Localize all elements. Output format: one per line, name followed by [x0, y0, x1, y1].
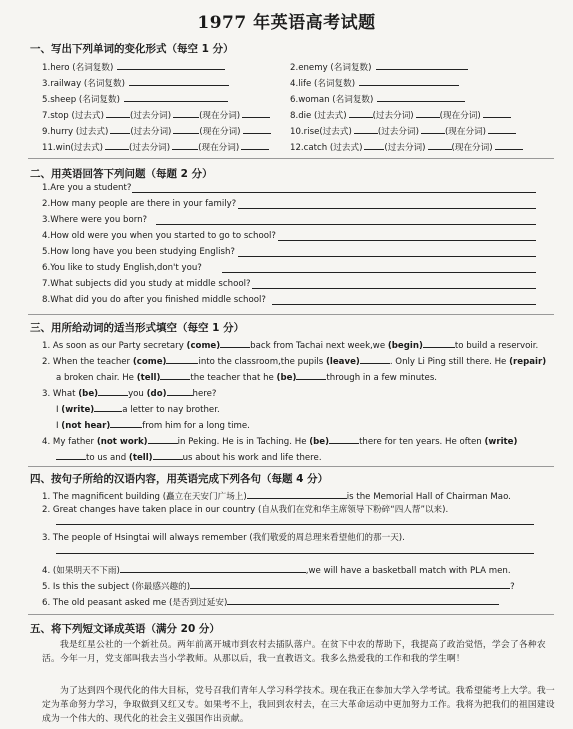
pp-label: (过去分词): [129, 143, 171, 153]
answer-blank[interactable]: [488, 124, 516, 134]
s3-text: through in a few minutes.: [326, 373, 438, 383]
answer-blank[interactable]: [167, 386, 193, 396]
translation-paragraph-1: 我是红星公社的一个新社员。两年前离开城市到农村去插队落户。在贫下中农的帮助下，我提高了政治觉悟，学会了各种农活。今年一月，党支部叫我去当小学教师。从那以后，我一直教语文。我多么热爱我的工作和我的学生啊！: [42, 640, 546, 664]
answer-blank[interactable]: [172, 140, 198, 150]
s2-question-6: 6.You like to study English,don't you?: [42, 263, 202, 273]
s4-question-2: 2. Great changes have taken place in our country (自从我们在党和华主席领导下粉碎“四人帮”以来).: [42, 505, 449, 515]
verb-hint: (write): [61, 405, 95, 415]
verb-hint: (tell): [136, 373, 161, 383]
s4-question-1: [42, 489, 511, 503]
s1-item-2-label: 2.enemy (名词复数): [290, 63, 372, 73]
answer-blank[interactable]: [227, 595, 499, 605]
s3-question-3: [42, 386, 216, 400]
answer-line[interactable]: [132, 192, 536, 193]
pres-label: (现在分词): [439, 111, 481, 121]
section-5-heading: 五、将下列短文译成英语（满分 20 分）: [30, 623, 220, 635]
s3-question-3-cont: [56, 402, 220, 416]
answer-line[interactable]: [272, 304, 536, 305]
s4-question-6: [42, 595, 499, 609]
s1-item-6: [290, 92, 465, 106]
s3-text: the teacher that he: [190, 373, 274, 383]
s1-item-10-label: 10.rise(过去式): [290, 127, 352, 137]
verb-hint: (not hear): [61, 421, 111, 431]
s1-item-12: [290, 140, 523, 154]
answer-blank[interactable]: [117, 60, 225, 70]
s1-item-1: [42, 60, 225, 74]
s1-item-1-label: 1.hero (名词复数): [42, 63, 114, 73]
section-divider: [28, 614, 554, 615]
s3-question-2-cont: [56, 370, 437, 384]
s2-question-5: 5.How long have you been studying English?: [42, 247, 235, 257]
section-divider: [28, 314, 554, 315]
s1-item-11: [42, 140, 269, 154]
answer-blank[interactable]: [423, 338, 455, 348]
s2-question-8: 8.What did you do after you finished middle school?: [42, 295, 266, 305]
s3-text: there for ten years. He often: [359, 437, 482, 447]
answer-blank[interactable]: [110, 418, 142, 428]
pres-label: (现在分词): [199, 127, 241, 137]
pres-label: (现在分词): [198, 143, 240, 153]
s3-question-1: [42, 338, 538, 352]
section-divider: [28, 158, 554, 159]
answer-blank[interactable]: [421, 124, 445, 134]
pres-label: (现在分词): [199, 111, 241, 121]
answer-blank[interactable]: [56, 450, 86, 460]
answer-blank[interactable]: [354, 124, 378, 134]
s2-question-3: 3.Where were you born?: [42, 215, 148, 225]
s3-question-4-cont: [56, 450, 322, 464]
answer-blank[interactable]: [349, 108, 373, 118]
answer-blank[interactable]: [241, 140, 269, 150]
s3-text: in Peking. He is in Taching. He: [177, 437, 307, 447]
s3-text: a broken chair. He: [56, 373, 134, 383]
s3-text: I: [56, 405, 59, 415]
s3-text: 1. As soon as our Party secretary: [42, 341, 184, 351]
s1-item-11-label: 11.win(过去式): [42, 143, 104, 153]
answer-blank[interactable]: [428, 140, 452, 150]
s3-text: us about his work and life there.: [182, 453, 322, 463]
s3-text: 3. What: [42, 389, 76, 399]
s4-text: ,we will have a basketball match with PLA men.: [305, 566, 511, 576]
s4-text: ?: [510, 582, 515, 592]
answer-blank[interactable]: [94, 402, 122, 412]
s4-text: 5. Is this the subject (你最感兴趣的): [42, 582, 191, 592]
verb-hint: (begin): [387, 341, 423, 351]
pp-label: (过去分词): [384, 143, 426, 153]
verb-hint: (be): [78, 389, 99, 399]
s4-question-5: [42, 579, 515, 593]
answer-blank[interactable]: [329, 434, 359, 444]
s1-item-3-label: 3.railway (名词复数): [42, 79, 125, 89]
verb-hint: (be): [276, 373, 297, 383]
pp-label: (过去分词): [372, 111, 414, 121]
answer-blank[interactable]: [124, 92, 228, 102]
s1-item-9: [42, 124, 271, 138]
s1-item-3: [42, 76, 229, 90]
answer-blank[interactable]: [360, 354, 390, 364]
s3-text: 4. My father: [42, 437, 95, 447]
s3-text: I: [56, 421, 59, 431]
chinese-hint: 4. (如果明天不下雨): [42, 566, 120, 576]
answer-blank[interactable]: [377, 92, 465, 102]
answer-blank[interactable]: [160, 370, 190, 380]
answer-blank[interactable]: [359, 76, 459, 86]
answer-blank[interactable]: [376, 60, 468, 70]
verb-hint: (write): [484, 437, 518, 447]
answer-blank[interactable]: [173, 124, 199, 134]
answer-blank[interactable]: [148, 434, 178, 444]
answer-blank[interactable]: [106, 108, 130, 118]
answer-blank[interactable]: [129, 76, 229, 86]
section-1-heading: 一、写出下列单词的变化形式（每空 1 分）: [30, 43, 234, 55]
s1-item-9-label: 9.hurry (过去式): [42, 127, 109, 137]
answer-blank[interactable]: [173, 108, 199, 118]
s3-text: to build a reservoir.: [454, 341, 539, 351]
verb-hint: (do): [146, 389, 167, 399]
s1-item-4: [290, 76, 459, 90]
s1-item-7: [42, 108, 270, 122]
s1-item-6-label: 6.woman (名词复数): [290, 95, 374, 105]
s4-text: 6. The old peasant asked me (是否到过延安): [42, 598, 228, 608]
s1-item-2: [290, 60, 468, 74]
s4-question-4: [42, 563, 511, 577]
answer-blank[interactable]: [166, 354, 198, 364]
s2-question-4: 4.How old were you when you started to go to school?: [42, 231, 276, 241]
answer-blank[interactable]: [247, 489, 347, 499]
s1-item-12-label: 12.catch (过去式): [290, 143, 363, 153]
s1-item-7-label: 7.stop (过去式): [42, 111, 104, 121]
answer-blank[interactable]: [243, 124, 271, 134]
pres-label: (现在分词): [444, 127, 487, 137]
answer-blank[interactable]: [110, 124, 130, 134]
s4-text: 1. The magnificent building: [42, 492, 160, 502]
answer-line[interactable]: [56, 524, 534, 525]
verb-hint: (come): [132, 357, 167, 367]
s3-question-3-cont2: [56, 418, 250, 432]
answer-line[interactable]: [252, 288, 536, 289]
section-3-heading: 三、用所给动词的适当形式填空（每空 1 分）: [30, 322, 245, 334]
s2-question-7: 7.What subjects did you study at middle school?: [42, 279, 251, 289]
answer-blank[interactable]: [153, 450, 183, 460]
answer-blank[interactable]: [220, 338, 250, 348]
answer-blank[interactable]: [120, 563, 306, 573]
s1-item-8-label: 8.die (过去式): [290, 111, 347, 121]
answer-line[interactable]: [278, 240, 536, 241]
s4-text: is the Memorial Hall of Chairman Mao.: [346, 492, 511, 502]
verb-hint: (tell): [128, 453, 153, 463]
s1-item-5: [42, 92, 228, 106]
answer-line[interactable]: [56, 553, 534, 554]
answer-blank[interactable]: [495, 140, 523, 150]
answer-line[interactable]: [156, 224, 536, 225]
section-2-heading: 二、用英语回答下列问题（每题 2 分）: [30, 168, 213, 180]
s3-text: you: [128, 389, 144, 399]
s3-text: to us and: [86, 453, 127, 463]
s3-text: 2. When the teacher: [42, 357, 131, 367]
pres-label: (现在分词): [451, 143, 493, 153]
answer-blank[interactable]: [296, 370, 326, 380]
pp-label: (过去分词): [129, 111, 172, 121]
answer-line[interactable]: [238, 256, 536, 257]
section-4-heading: 四、按句子所给的汉语内容，用英语完成下列各句（每题 4 分）: [30, 473, 329, 485]
chinese-hint: (矗立在天安门广场上): [162, 492, 247, 502]
answer-blank[interactable]: [483, 108, 511, 118]
answer-blank[interactable]: [190, 579, 510, 589]
exam-title: 1977 年英语高考试题: [197, 13, 376, 33]
answer-blank[interactable]: [98, 386, 128, 396]
verb-hint: (come): [186, 341, 221, 351]
section-divider: [28, 466, 554, 467]
s3-text: from him for a long time.: [142, 421, 250, 431]
answer-blank[interactable]: [416, 108, 440, 118]
s3-text: a letter to nay brother.: [122, 405, 220, 415]
s4-question-3: 3. The people of Hsingtai will always remember (我们敬爱的周总理来看望他们的那一天).: [42, 533, 405, 543]
verb-hint: (not work): [96, 437, 148, 447]
pp-label: (过去分词): [377, 127, 419, 137]
s3-text: back from Tachai next week,we: [250, 341, 386, 351]
answer-blank[interactable]: [242, 108, 270, 118]
s3-text: . Only Li Ping still there. He: [389, 357, 507, 367]
answer-blank[interactable]: [364, 140, 384, 150]
pp-label: (过去分词): [130, 127, 172, 137]
verb-hint: (repair): [509, 357, 547, 367]
answer-line[interactable]: [238, 208, 536, 209]
translation-paragraph-2: 为了达到四个现代化的伟大目标，党号召我们青年人学习科学技术。现在我正在参加大学入学考试。我希望能考上大学。我一定为革命努力学习，争取做到又红又专。如果考不上，我回到农村去，在三大革命运动中更加努力工作。我将为把我们的祖国建设成为一个伟大的、现代化的社会主义强国作出贡献。: [42, 686, 555, 724]
s2-question-2: 2.How many people are there in your family?: [42, 199, 237, 209]
s1-item-10: [290, 124, 516, 138]
s1-item-8: [290, 108, 511, 122]
s3-question-2: [42, 354, 546, 368]
s3-text: into the classroom,the pupils: [198, 357, 324, 367]
s2-question-1: 1.Are you a student?: [42, 183, 132, 193]
s3-question-4: [42, 434, 517, 448]
answer-blank[interactable]: [105, 140, 129, 150]
verb-hint: (leave): [325, 357, 360, 367]
s1-item-5-label: 5.sheep (名词复数): [42, 95, 120, 105]
s1-item-4-label: 4.life (名词复数): [290, 79, 356, 89]
s3-text: here?: [192, 389, 217, 399]
answer-line[interactable]: [222, 272, 536, 273]
verb-hint: (be): [309, 437, 330, 447]
